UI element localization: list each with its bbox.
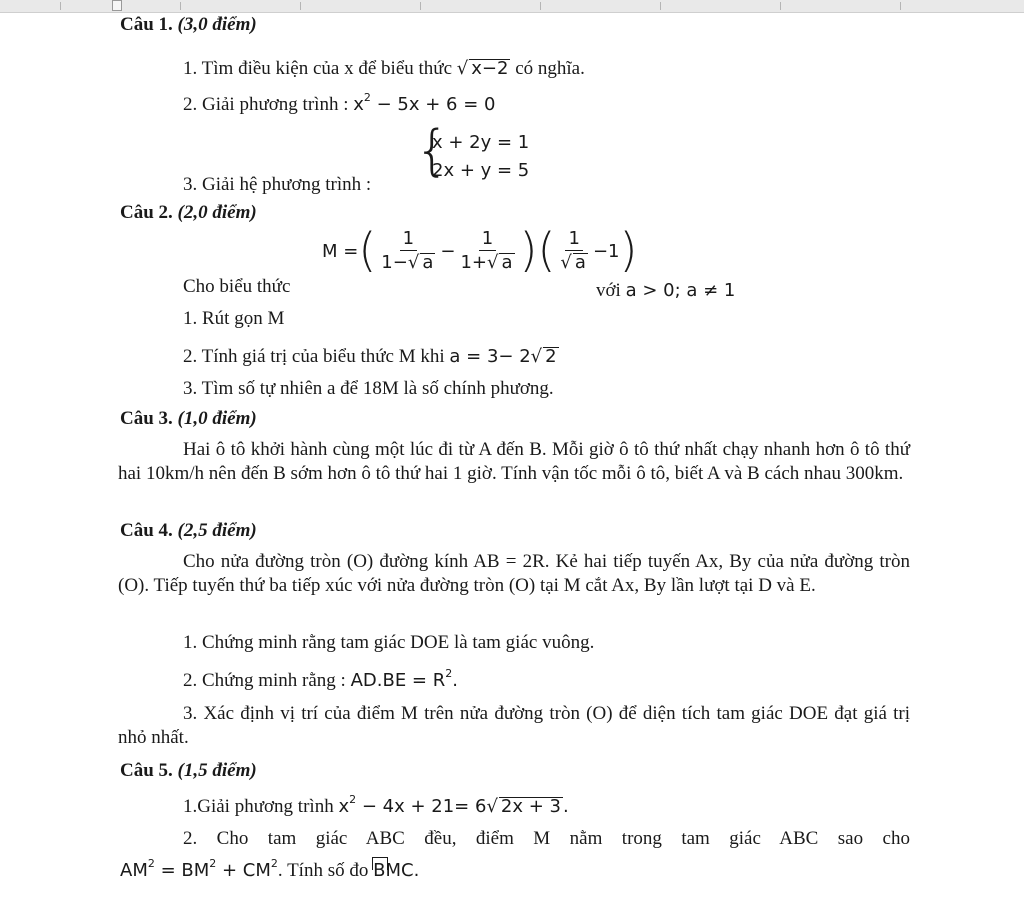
q5-part-2-line-2: $AM^2 = BM^2 + CM^2$. Tính số đo BMC.	[120, 857, 420, 881]
fraction-1: $\frac{1}{1-√ a}$	[381, 228, 434, 273]
m-expression: M = ( $\frac{1}{1-√ a}$ − $\frac{1}{1+√ a}$ ) ( $\frac{1}{√ a}$ −1 )	[322, 222, 638, 277]
question-3-heading: Câu 3. (1,0 điểm)	[120, 408, 257, 429]
q1-part-1: 1. Tìm điều kiện của x để biểu thức √ x−2 có nghĩa.	[183, 58, 585, 79]
document-ruler[interactable]	[0, 0, 1024, 13]
q5-part-2-line-1: 2. Cho tam giác ABC đều, điểm M nằm trong tam giác ABC sao cho	[183, 828, 910, 849]
system-brace: {	[415, 119, 450, 182]
q4-part-1: 1. Chứng minh rằng tam giác DOE là tam giác vuông.	[183, 632, 595, 653]
question-5-heading: Câu 5. (1,5 điểm)	[120, 760, 257, 781]
q2-condition: với a > 0; a ≠ 1	[596, 280, 736, 301]
system-equation-2: 2x + y = 5	[432, 160, 530, 181]
question-2-heading: Câu 2. (2,0 điểm)	[120, 202, 257, 223]
q4-body: Cho nửa đường tròn (O) đường kính AB = 2R. Kẻ hai tiếp tuyến Ax, By của nửa đường tròn (O). Tiếp tuyến thứ ba tiếp xúc với nửa đường tròn (O) tại M cắt Ax, By lần lượt tại D và E.	[118, 551, 910, 596]
q2-part-3: 3. Tìm số tự nhiên a để 18M là số chính phương.	[183, 378, 554, 399]
q5-part-1: 1.Giải phương trình $x^2 - 4x + 21= 6√$ 2x + 3 .	[183, 793, 569, 817]
q2-part-1: 1. Rút gọn M	[183, 308, 285, 329]
system-equation-1: x + 2y = 1	[432, 132, 530, 153]
indent-marker[interactable]	[112, 0, 122, 11]
question-4-heading: Câu 4. (2,5 điểm)	[120, 520, 257, 541]
q1-quadratic-equation: $x^2 - 5x + 6 = 0$	[353, 91, 496, 115]
fraction-2: $\frac{1}{1+√ a}$	[460, 228, 513, 273]
q2-part-2: 2. Tính giá trị của biểu thức M khi a = 3− 2√ 2	[183, 346, 557, 367]
q4-part-2: 2. Chứng minh rằng : $AD.BE = R^2$.	[183, 667, 458, 691]
question-1-heading: Câu 1. (3,0 điểm)	[120, 14, 257, 35]
q1-part-2: 2. Giải phương trình : $x^2 - 5x + 6 = 0$	[183, 91, 496, 115]
q2-intro: Cho biểu thức	[183, 276, 291, 297]
q3-body: Hai ô tô khởi hành cùng một lúc đi từ A đến B. Mỗi giờ ô tô thứ nhất chạy nhanh hơn ô tô thứ hai 10km/h nên đến B sớm hơn ô tô thứ hai 1 giờ. Tính vận tốc mỗi ô tô, biết A và B cách nhau 300km.	[118, 439, 910, 484]
fraction-3: $\frac{1}{√ a}$	[560, 228, 586, 273]
q1-part-3-label: 3. Giải hệ phương trình :	[183, 174, 372, 195]
q1-sqrt-expression: x−2	[471, 58, 509, 79]
angle-bmc: BMC.	[373, 860, 420, 881]
q4-part-3: 3. Xác định vị trí của điểm M trên nửa đường tròn (O) để diện tích tam giác DOE đạt giá trị nhỏ nhất.	[118, 703, 910, 748]
